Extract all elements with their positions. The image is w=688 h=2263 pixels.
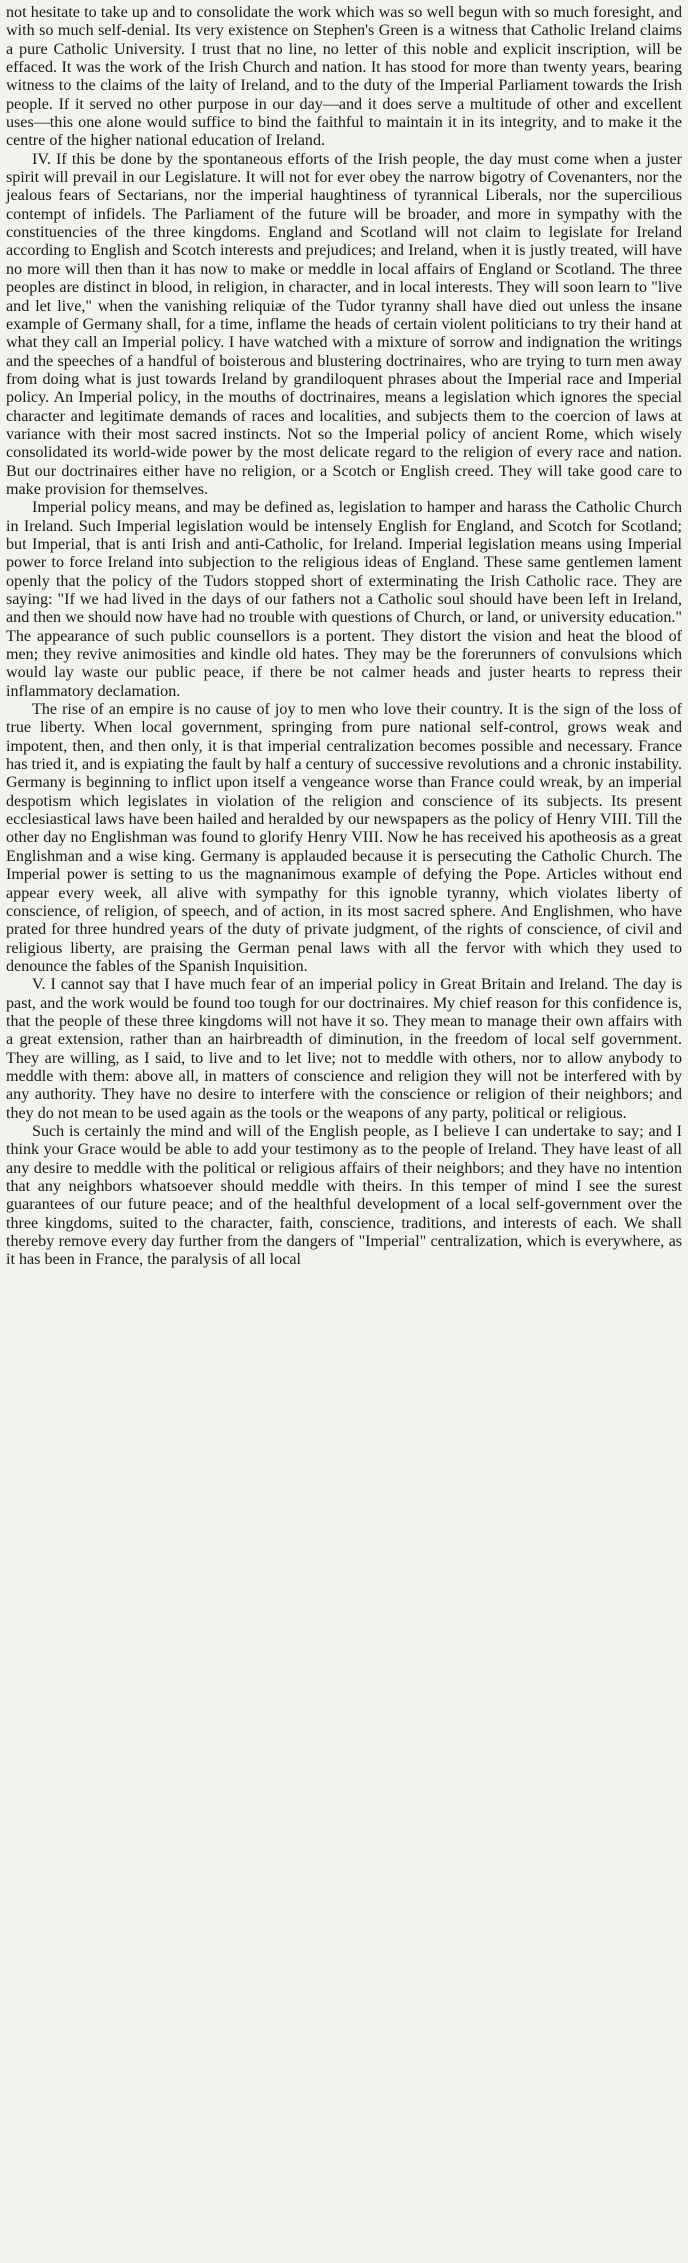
paragraph-3: Imperial policy means, and may be defined as, legislation to hamper and harass the Catholic Church in Ireland. Such Imperial legislation would be intensely English for England, and Scotch for Scotland; but Imperial, that is anti Irish and anti-Catholic, for Ireland. Imperial legislation means using Imperial power to force Ireland into subjection to the religious ideas of England. These same gentlemen lament openly that the policy of the Tudors stopped short of exterminating the Irish Catholic race. They are saying: "If we had lived in the days of our fathers not a Catholic soul should have been left in Ireland, and then we should now have had no trouble with questions of Church, or land, or university education." The appearance of such public counsellors is a portent. They distort the vision and heat the blood of men; they revive animosities and kindle old hates. They may be the forerunners of convulsions which would lay waste our public peace, if there be not calmer heads and juster hearts to repress their inflammatory declamation. (6, 499, 682, 700)
paragraph-2-section-iv: IV. If this be done by the spontaneous efforts of the Irish people, the day must come when a juster spirit will prevail in our Legislature. It will not for ever obey the narrow bigotry of Covenanters, nor the jealous fears of Sectarians, nor the imperial haughtiness of tyrannical Liberals, nor the supercilious contempt of infidels. The Parliament of the future will be broader, and more in sympathy with the constituencies of the three kingdoms. England and Scotland will not claim to legislate for Ireland according to English and Scotch interests and prejudices; and Ireland, when it is justly treated, will have no more will then than it has now to make or meddle in local affairs of England or Scotland. The three peoples are distinct in blood, in religion, in character, and in local interests. They will soon learn to "live and let live," when the vanishing reliquiæ of the Tudor tyranny shall have died out unless the insane example of Germany shall, for a time, inflame the heads of certain violent politicians to try their hand at what they call an Imperial policy. I have watched with a mixture of sorrow and indignation the writings and the speeches of a handful of boisterous and blustering doctrinaires, who are trying to turn men away from doing what is just towards Ireland by grandiloquent phrases about the Imperial race and Imperial policy. An Imperial policy, in the mouths of doctrinaires, means a legislation which ignores the special character and legitimate demands of races and localities, and subjects them to the coercion of laws at variance with their most sacred instincts. Not so the Imperial policy of ancient Rome, which wisely consolidated its world-wide power by the most delicate regard to the religion of every race and nation. But our doctrinaires either have no religion, or a Scotch or English creed. They will take good care to make provision for themselves. (6, 150, 682, 498)
paragraph-5-section-v: V. I cannot say that I have much fear of an imperial policy in Great Britain and Ireland. The day is past, and the work would be found too tough for our doctrinaires. My chief reason for this confidence is, that the people of these three kingdoms will not have it so. They mean to manage their own affairs with a great extension, rather than an hairbreadth of diminution, in the freedom of local self government. They are willing, as I said, to live and to let live; not to meddle with others, nor to allow anybody to meddle with them: above all, in matters of conscience and religion they will not be interfered with by any authority. They have no desire to interfere with the conscience or religion of their neighbors; and they do not mean to be used again as the tools or the weapons of any party, political or religious. (6, 976, 682, 1122)
paragraph-1: not hesitate to take up and to consolidate the work which was so well begun with so much foresight, and with so much self-denial. Its very existence on Stephen's Green is a witness that Catholic Ireland claims a pure Catholic University. I trust that no line, no letter of this noble and explicit inscription, will be effaced. It was the work of the Irish Church and nation. It has stood for more than twenty years, bearing witness to the claims of the laity of Ireland, and to the duty of the Imperial Parliament towards the Irish people. If it served no other purpose in our day—and it does serve a multitude of other and excellent uses—this one alone would suffice to bind the faithful to maintain it in its integrity, and to make it the centre of the higher national education of Ireland. (6, 4, 682, 150)
paragraph-4: The rise of an empire is no cause of joy to men who love their country. It is the sign of the loss of true liberty. When local government, springing from pure national self-control, grows weak and impotent, then, and then only, it is that imperial centralization becomes possible and necessary. France has tried it, and is expiating the fault by half a century of successive revolutions and a chronic instability. Germany is beginning to inflict upon itself a vengeance worse than France could wreak, by an imperial despotism which legislates in violation of the religion and conscience of its subjects. Its present ecclesiastical laws have been hailed and heralded by our newspapers as the policy of Henry VIII. Till the other day no Englishman was found to glorify Henry VIII. Now he has received his apotheosis as a great Englishman and a wise king. Germany is applauded because it is persecuting the Catholic Church. The Imperial power is setting to us the magnanimous example of defying the Pope. Articles without end appear every week, all alive with sympathy for this ignoble tyranny, which violates liberty of conscience, of religion, of speech, and of action, in its most sacred sphere. And Englishmen, who have prated for three hundred years of the duty of private judgment, of the rights of conscience, of civil and religious liberty, are praising the German penal laws with all the fervor with which they used to denounce the fables of the Spanish Inquisition. (6, 701, 682, 975)
paragraph-6: Such is certainly the mind and will of the English people, as I believe I can undertake to say; and I think your Grace would be able to add your testimony as to the people of Ireland. They have least of all any desire to meddle with the political or religious affairs of their neighbors; and they have no intention that any neighbors whatsoever should meddle with theirs. In this temper of mind I see the surest guarantees of our future peace; and of the healthful development of a local self-government over the three kingdoms, suited to the character, faith, conscience, traditions, and interests of each. We shall thereby remove every day further from the dangers of "Imperial" centralization, which is everywhere, as it has been in France, the paralysis of all local (6, 1122, 682, 1269)
